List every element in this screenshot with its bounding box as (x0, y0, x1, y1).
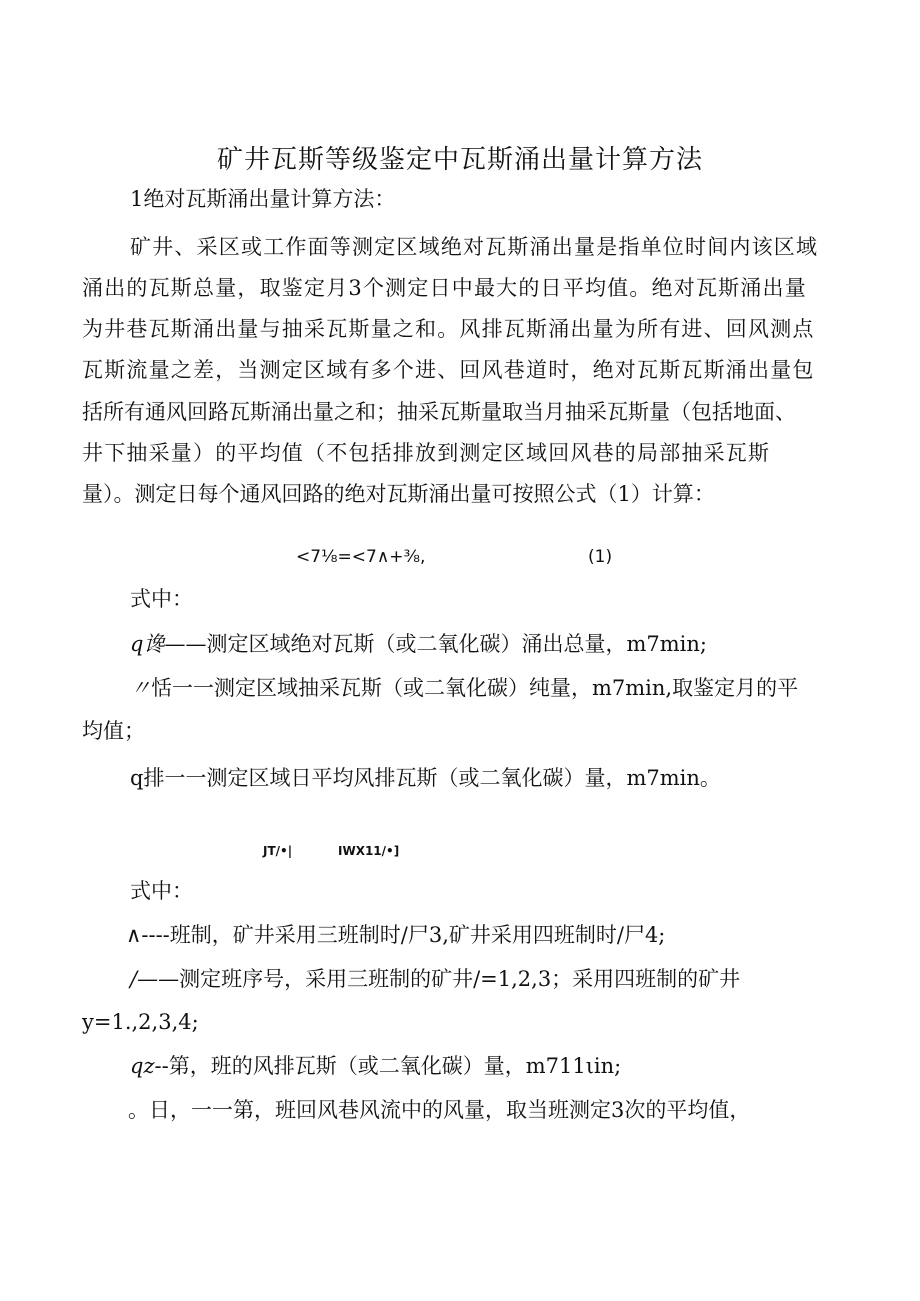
paragraph-line: 井下抽采量）的平均值（不包括排放到测定区域回风巷的局部抽采瓦斯 (82, 441, 771, 465)
definition-line (130, 673, 798, 703)
definition-line (82, 1007, 199, 1037)
page-title: 矿井瓦斯等级鉴定中瓦斯涌出量计算方法 (216, 145, 703, 175)
paragraph-line: 矿井、采区或工作面等测定区域绝对瓦斯涌出量是指单位时间内该区域 (130, 235, 819, 259)
definition-line (130, 1051, 621, 1081)
definition-line (128, 1095, 750, 1125)
paragraph-line: 量）。测定日每个通风回路的绝对瓦斯涌出量可按照公式（1）计算： (82, 482, 715, 506)
definition-text: 恬一一测定区域抽采瓦斯（或二氧化碳）纯量，m7min,取鉴定月的平 (151, 676, 799, 700)
paragraph-line: 涌出的瓦斯总量，取鉴定月3个测定日中最大的日平均值。绝对瓦斯涌出量 (82, 276, 807, 300)
definition-line (82, 716, 145, 746)
definition-text: ----班制，矿井采用三班制时/尸3,矿井采用四班制时/尸4; (141, 923, 666, 947)
paragraph-line: 括所有通风回路瓦斯涌出量之和；抽采瓦斯量取当月抽采瓦斯量（包括地面、 (82, 400, 796, 424)
formula-1: <7⅛=<7∧+⅜, (296, 547, 426, 567)
definition-line (126, 920, 665, 950)
definition-line (130, 964, 740, 994)
definition-text: ——测定区域绝对瓦斯（或二氧化碳）涌出总量，m7min; (164, 632, 707, 656)
definition-text: ——测定班序号，采用三班制的矿井/=1,2,3；采用四班制的矿井 (137, 967, 741, 991)
where-label: 式中： (130, 879, 193, 903)
formula-1-number: (1) (588, 547, 613, 567)
definition-symbol: q (130, 766, 144, 790)
section-heading: 1绝对瓦斯涌出量计算方法： (130, 187, 396, 211)
definition-line (130, 629, 707, 659)
paragraph-line: 瓦斯流量之差，当测定区域有多个进、回风巷道时，绝对瓦斯瓦斯涌出量包 (82, 358, 815, 382)
definition-text: --第，班的风排瓦斯（或二氧化碳）量，m711ιin; (154, 1054, 622, 1078)
definition-text: 排一一测定区域日平均风排瓦斯（或二氧化碳）量，m7min。 (143, 766, 721, 790)
definition-symbol: ∧ (126, 923, 142, 947)
definition-line (130, 763, 721, 793)
definition-text: 均值； (82, 719, 145, 743)
definition-symbol: qz (130, 1054, 155, 1078)
formula-2-fragment: JT/•| (263, 844, 293, 858)
definition-text: 。日，一一第，班回风巷风流中的风量，取当班测定3次的平均值， (128, 1098, 751, 1122)
definition-symbol: 〃 (130, 676, 151, 700)
where-label: 式中： (130, 587, 193, 611)
definition-symbol: / (130, 967, 138, 991)
definition-text: y=1.,2,3,4; (82, 1010, 199, 1034)
paragraph-line: 为井巷瓦斯涌出量与抽采瓦斯量之和。风排瓦斯涌出量为所有进、回风测点 (82, 317, 815, 341)
formula-2-fragment: IWX11/•] (338, 844, 400, 858)
definition-symbol: q谗 (130, 632, 165, 656)
